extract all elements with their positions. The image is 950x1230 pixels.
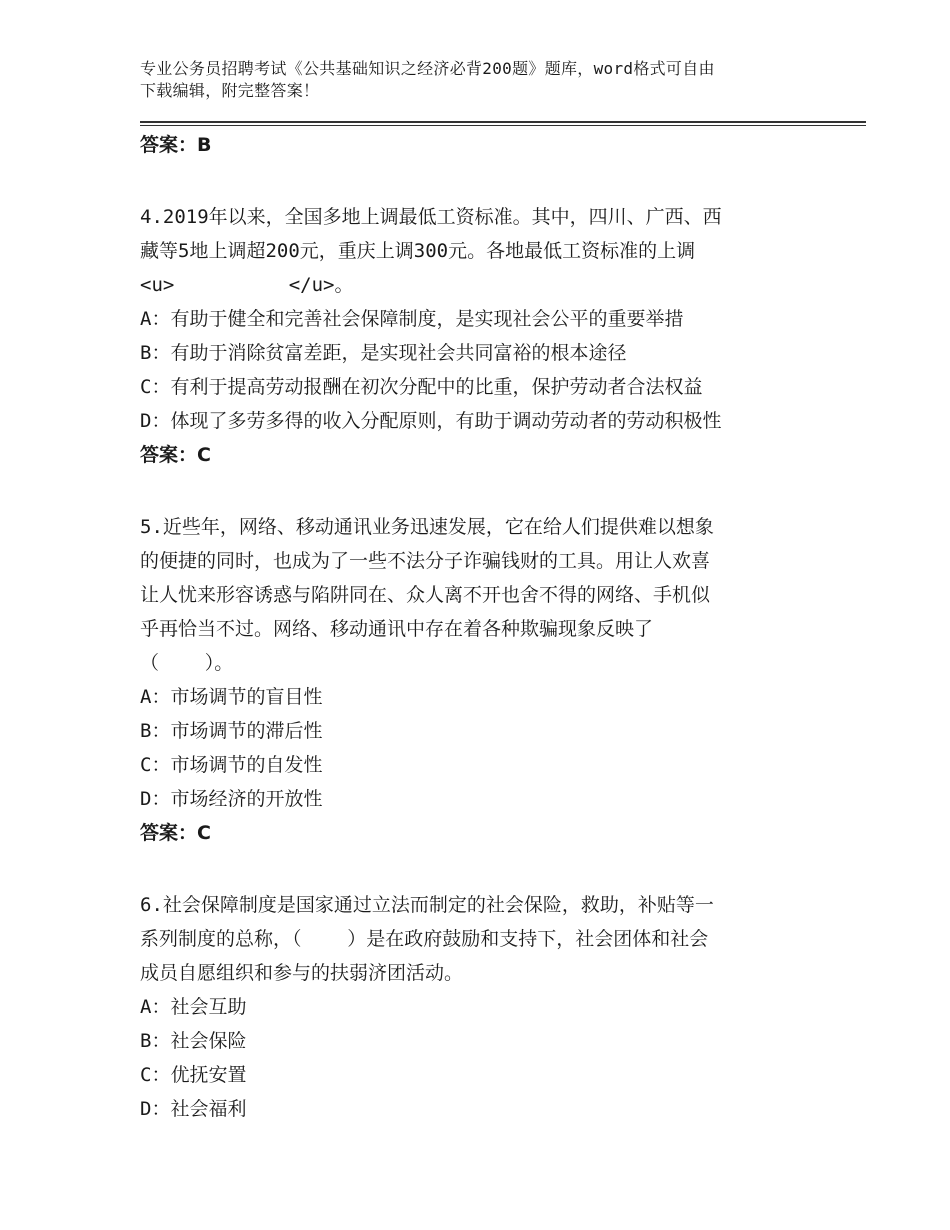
stem-line: 4.2019年以来，全国多地上调最低工资标准。其中，四川、广西、西 bbox=[140, 206, 722, 228]
stem-line: 的便捷的同时，也成为了一些不法分子诈骗钱财的工具。用让人欢喜 bbox=[140, 550, 711, 572]
question-answer: 答案：C bbox=[140, 444, 211, 466]
header-line-1: 专业公务员招聘考试《公共基础知识之经济必背200题》题库，word格式可自由 bbox=[140, 59, 715, 78]
header-divider-thin bbox=[140, 125, 866, 126]
question-5 bbox=[140, 510, 820, 850]
header-line-2: 下载编辑，附完整答案！ bbox=[140, 81, 320, 100]
option-c: C：有利于提高劳动报酬在初次分配中的比重，保护劳动者合法权益 bbox=[140, 376, 703, 398]
previous-answer: 答案：B bbox=[140, 134, 212, 156]
option-a: A：有助于健全和完善社会保障制度，是实现社会公平的重要举措 bbox=[140, 308, 684, 330]
option-b: B：有助于消除贫富差距，是实现社会共同富裕的根本途径 bbox=[140, 342, 627, 364]
option-b: B：社会保险 bbox=[140, 1030, 247, 1052]
stem-line: 成员自愿组织和参与的扶弱济团活动。 bbox=[140, 962, 464, 984]
stem-line: <u> </u>。 bbox=[140, 274, 354, 296]
option-d: D：市场经济的开放性 bbox=[140, 788, 323, 810]
stem-line: 让人忧来形容诱惑与陷阱同在、众人离不开也舍不得的网络、手机似 bbox=[140, 584, 711, 606]
question-stem bbox=[140, 510, 820, 680]
header-divider-thick bbox=[140, 121, 866, 123]
stem-line: 藏等5地上调超200元，重庆上调300元。各地最低工资标准的上调 bbox=[140, 240, 696, 262]
question-stem bbox=[140, 888, 820, 990]
stem-line: （ ）。 bbox=[140, 652, 234, 674]
document-body bbox=[140, 128, 820, 1126]
stem-line: 系列制度的总称，（ ）是在政府鼓励和支持下，社会团体和社会 bbox=[140, 928, 709, 950]
option-a: A：社会互助 bbox=[140, 996, 247, 1018]
question-6 bbox=[140, 888, 820, 1126]
option-d: D：社会福利 bbox=[140, 1098, 247, 1120]
option-c: C：市场调节的自发性 bbox=[140, 754, 323, 776]
stem-line: 乎再恰当不过。网络、移动通讯中存在着各种欺骗现象反映了 bbox=[140, 618, 654, 640]
stem-line: 6.社会保障制度是国家通过立法而制定的社会保险，救助，补贴等一 bbox=[140, 894, 714, 916]
question-4 bbox=[140, 200, 820, 472]
document-header bbox=[140, 58, 800, 102]
stem-line: 5.近些年，网络、移动通讯业务迅速发展，它在给人们提供难以想象 bbox=[140, 516, 714, 538]
option-c: C：优抚安置 bbox=[140, 1064, 247, 1086]
question-answer: 答案：C bbox=[140, 822, 211, 844]
question-stem bbox=[140, 200, 820, 302]
option-d: D：体现了多劳多得的收入分配原则，有助于调动劳动者的劳动积极性 bbox=[140, 410, 722, 432]
option-a: A：市场调节的盲目性 bbox=[140, 686, 323, 708]
option-b: B：市场调节的滞后性 bbox=[140, 720, 323, 742]
